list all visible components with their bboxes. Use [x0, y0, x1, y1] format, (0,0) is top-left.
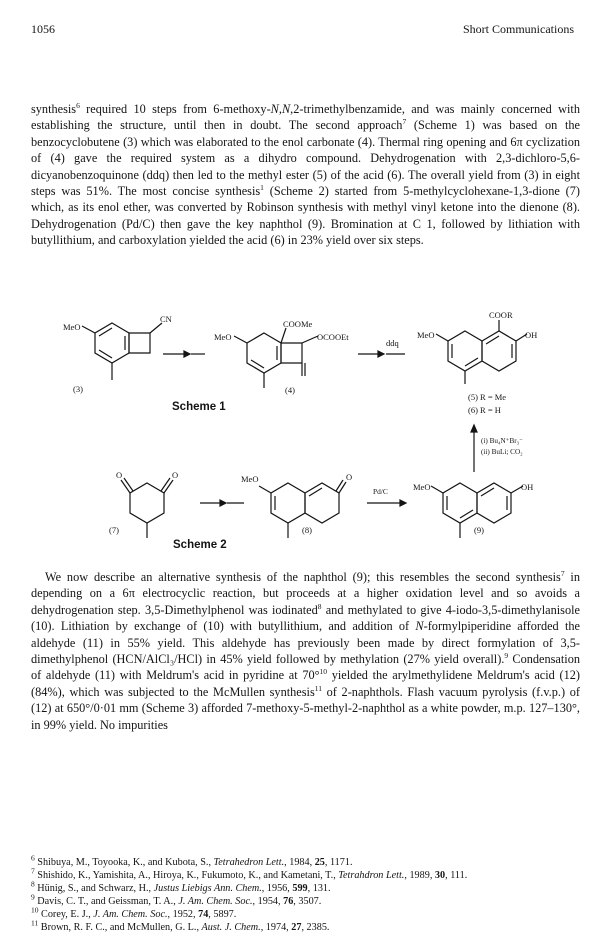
c7-number: (7) [109, 525, 119, 535]
c9-meo-label: MeO [413, 482, 431, 492]
c5-oh-label: OH [525, 330, 538, 340]
paragraph-1: synthesis$^6$ required 10 steps from 6-methoxy-N,N,2-trimethylbenzamide, and was mainly concerned with establishing the structure, until then in doubt. The second approach$^7$ (Scheme 1) was based on the benzocyclobutene (3) which was elaborated to the enol carbonate (4). Thermal ring opening and 6π cyclization of (4) gave the required system as a dihydro compound. Dehydrogenation with 2,3-dichloro-5,6-dicyanobenzoquinone (ddq) then led to the methyl ester (5) of the acid (6). The overall yield from (3) in eight steps was 51%. The most concise synthesis$^1$ (Scheme 2) started from 5-methylcyclohexane-1,3-dione (7) which, as its enol ether, was converted by Robinson synthesis with methyl vinyl ketone into the dienone (8). Dehydrogenation (Pd/C) then gave the key naphthol (9). Bromination at C 1, followed by lithiation with butyllithium, and carboxylation yielded the acid (6) in 23% yield over six steps. [31, 100, 580, 248]
ref-8: 8 [317, 601, 322, 611]
ref-9: 9 [504, 650, 509, 660]
ref-7b: 7 [560, 568, 565, 578]
footnote: $^8$ Hünig, S., and Schwarz, H., Justus Liebigs Ann. Chem., 1956, 599, 131. [31, 879, 331, 894]
reagent-2: (ii) BuLi; CO₂ [481, 448, 523, 456]
c8-number: (8) [302, 525, 312, 535]
c4-coome-label: COOMe [283, 319, 313, 329]
footnotes [31, 853, 583, 934]
c5-meo-label: MeO [417, 330, 435, 340]
pdc-label: Pd/C [373, 487, 388, 496]
c4-meo-label: MeO [214, 332, 232, 342]
c3-cn-label: CN [160, 314, 172, 324]
c7-o1-label: O [116, 470, 123, 480]
vertical-arrow [471, 425, 523, 472]
ref-7: 7 [402, 117, 407, 127]
ref-1: 1 [260, 182, 264, 192]
arrow-2 [358, 338, 405, 357]
reaction-schemes [0, 300, 612, 562]
c7-o2-label: O [172, 470, 179, 480]
footnote: $^9$ Davis, C. T., and Geissman, T. A., J. Am. Chem. Soc., 1954, 76, 3507. [31, 892, 322, 907]
ref-10: 10 [319, 667, 328, 677]
reagent-1: (i) Bu₄N⁺Br₃⁻ [481, 437, 523, 445]
running-head: Short Communications [463, 22, 574, 36]
ref-6: 6 [76, 100, 80, 110]
c9-number: (9) [474, 525, 484, 535]
arrow-1 [163, 351, 205, 357]
c5-label: (5) R = Me [468, 392, 507, 402]
footnote: $^7$ Shishido, K., Yamishita, A., Hiroya, K., Fukumoto, K., and Kametani, T., Tetrahdron Lett., 1989, 30, 111. [31, 866, 468, 881]
c8-meo-label: MeO [241, 474, 259, 484]
scheme-2-caption: Scheme 2 [173, 539, 227, 551]
footnote: $^{11}$ Brown, R. F. C., and McMullen, G. L., Aust. J. Chem., 1974, 27, 2385. [31, 918, 330, 933]
arrow-4 [367, 487, 406, 506]
ddq-label: ddq [386, 338, 399, 348]
paragraph-2: We now describe an alternative synthesis of the naphthol (9); this resembles the second synthesis$^7$ in depending on a 6π electrocyclic reaction, but proceeds at a higher oxidation level and so avoids a dehydrogenation step. 3,5-Dimethylphenol was iodinated$^8$ and methylated to give 4-iodo-3,5-dimethylanisole (10). Lithiation by exchange of (10) with butyllithium, and addition of N-formylpiperidine afforded the aldehyde (11) in 55% yield. This aldehyde has previously been made by direct formylation of 3,5-dimethylphenol (HCN/AlCl₃/HCl) in 45% yield followed by methylation (27% yield overall).$^9$ Condensation of aldehyde (11) with Meldrum's acid in pyridine at 70°$^{10}$ yielded the arylmethylidene Meldrum's acid (12) (84%), which was subjected to the McMullen synthesis$^{11}$ of 2-naphthols. Flash vacuum pyrolysis (f.v.p.) of (12) at 650°/0·01 mm (Scheme 3) afforded 7-methoxy-5-methyl-2-naphthol as a white powder, m.p. 127–130°, in 99% yield. No impurities [31, 568, 581, 732]
compound-7-structure [109, 470, 178, 538]
footnote: $^{10}$ Corey, E. J., J. Am. Chem. Soc., 1952, 74, 5897. [31, 905, 237, 920]
compound-8-structure [241, 472, 352, 538]
c5-coor-label: COOR [489, 310, 513, 320]
compound-3-structure [63, 314, 172, 394]
c9-oh-label: OH [521, 482, 534, 492]
c4-ococooet-label: OCOOEt [317, 332, 349, 342]
c4-number: (4) [285, 385, 295, 395]
footnote: $^6$ Shibuya, M., Toyooka, K., and Kubota, S., Tetrahedron Lett., 1984, 25, 1171. [31, 853, 353, 868]
scheme-1-caption: Scheme 1 [172, 401, 226, 413]
compound-9-structure [413, 482, 533, 538]
arrow-3 [200, 500, 244, 506]
c8-o-label: O [346, 472, 353, 482]
c6-label: (6) R = H [468, 405, 501, 415]
c3-meo-label: MeO [63, 322, 81, 332]
compound-4-structure [214, 319, 349, 395]
c3-number: (3) [73, 384, 83, 394]
ref-11: 11 [314, 683, 322, 693]
page-number: 1056 [31, 22, 55, 36]
compound-5-structure [417, 310, 537, 415]
